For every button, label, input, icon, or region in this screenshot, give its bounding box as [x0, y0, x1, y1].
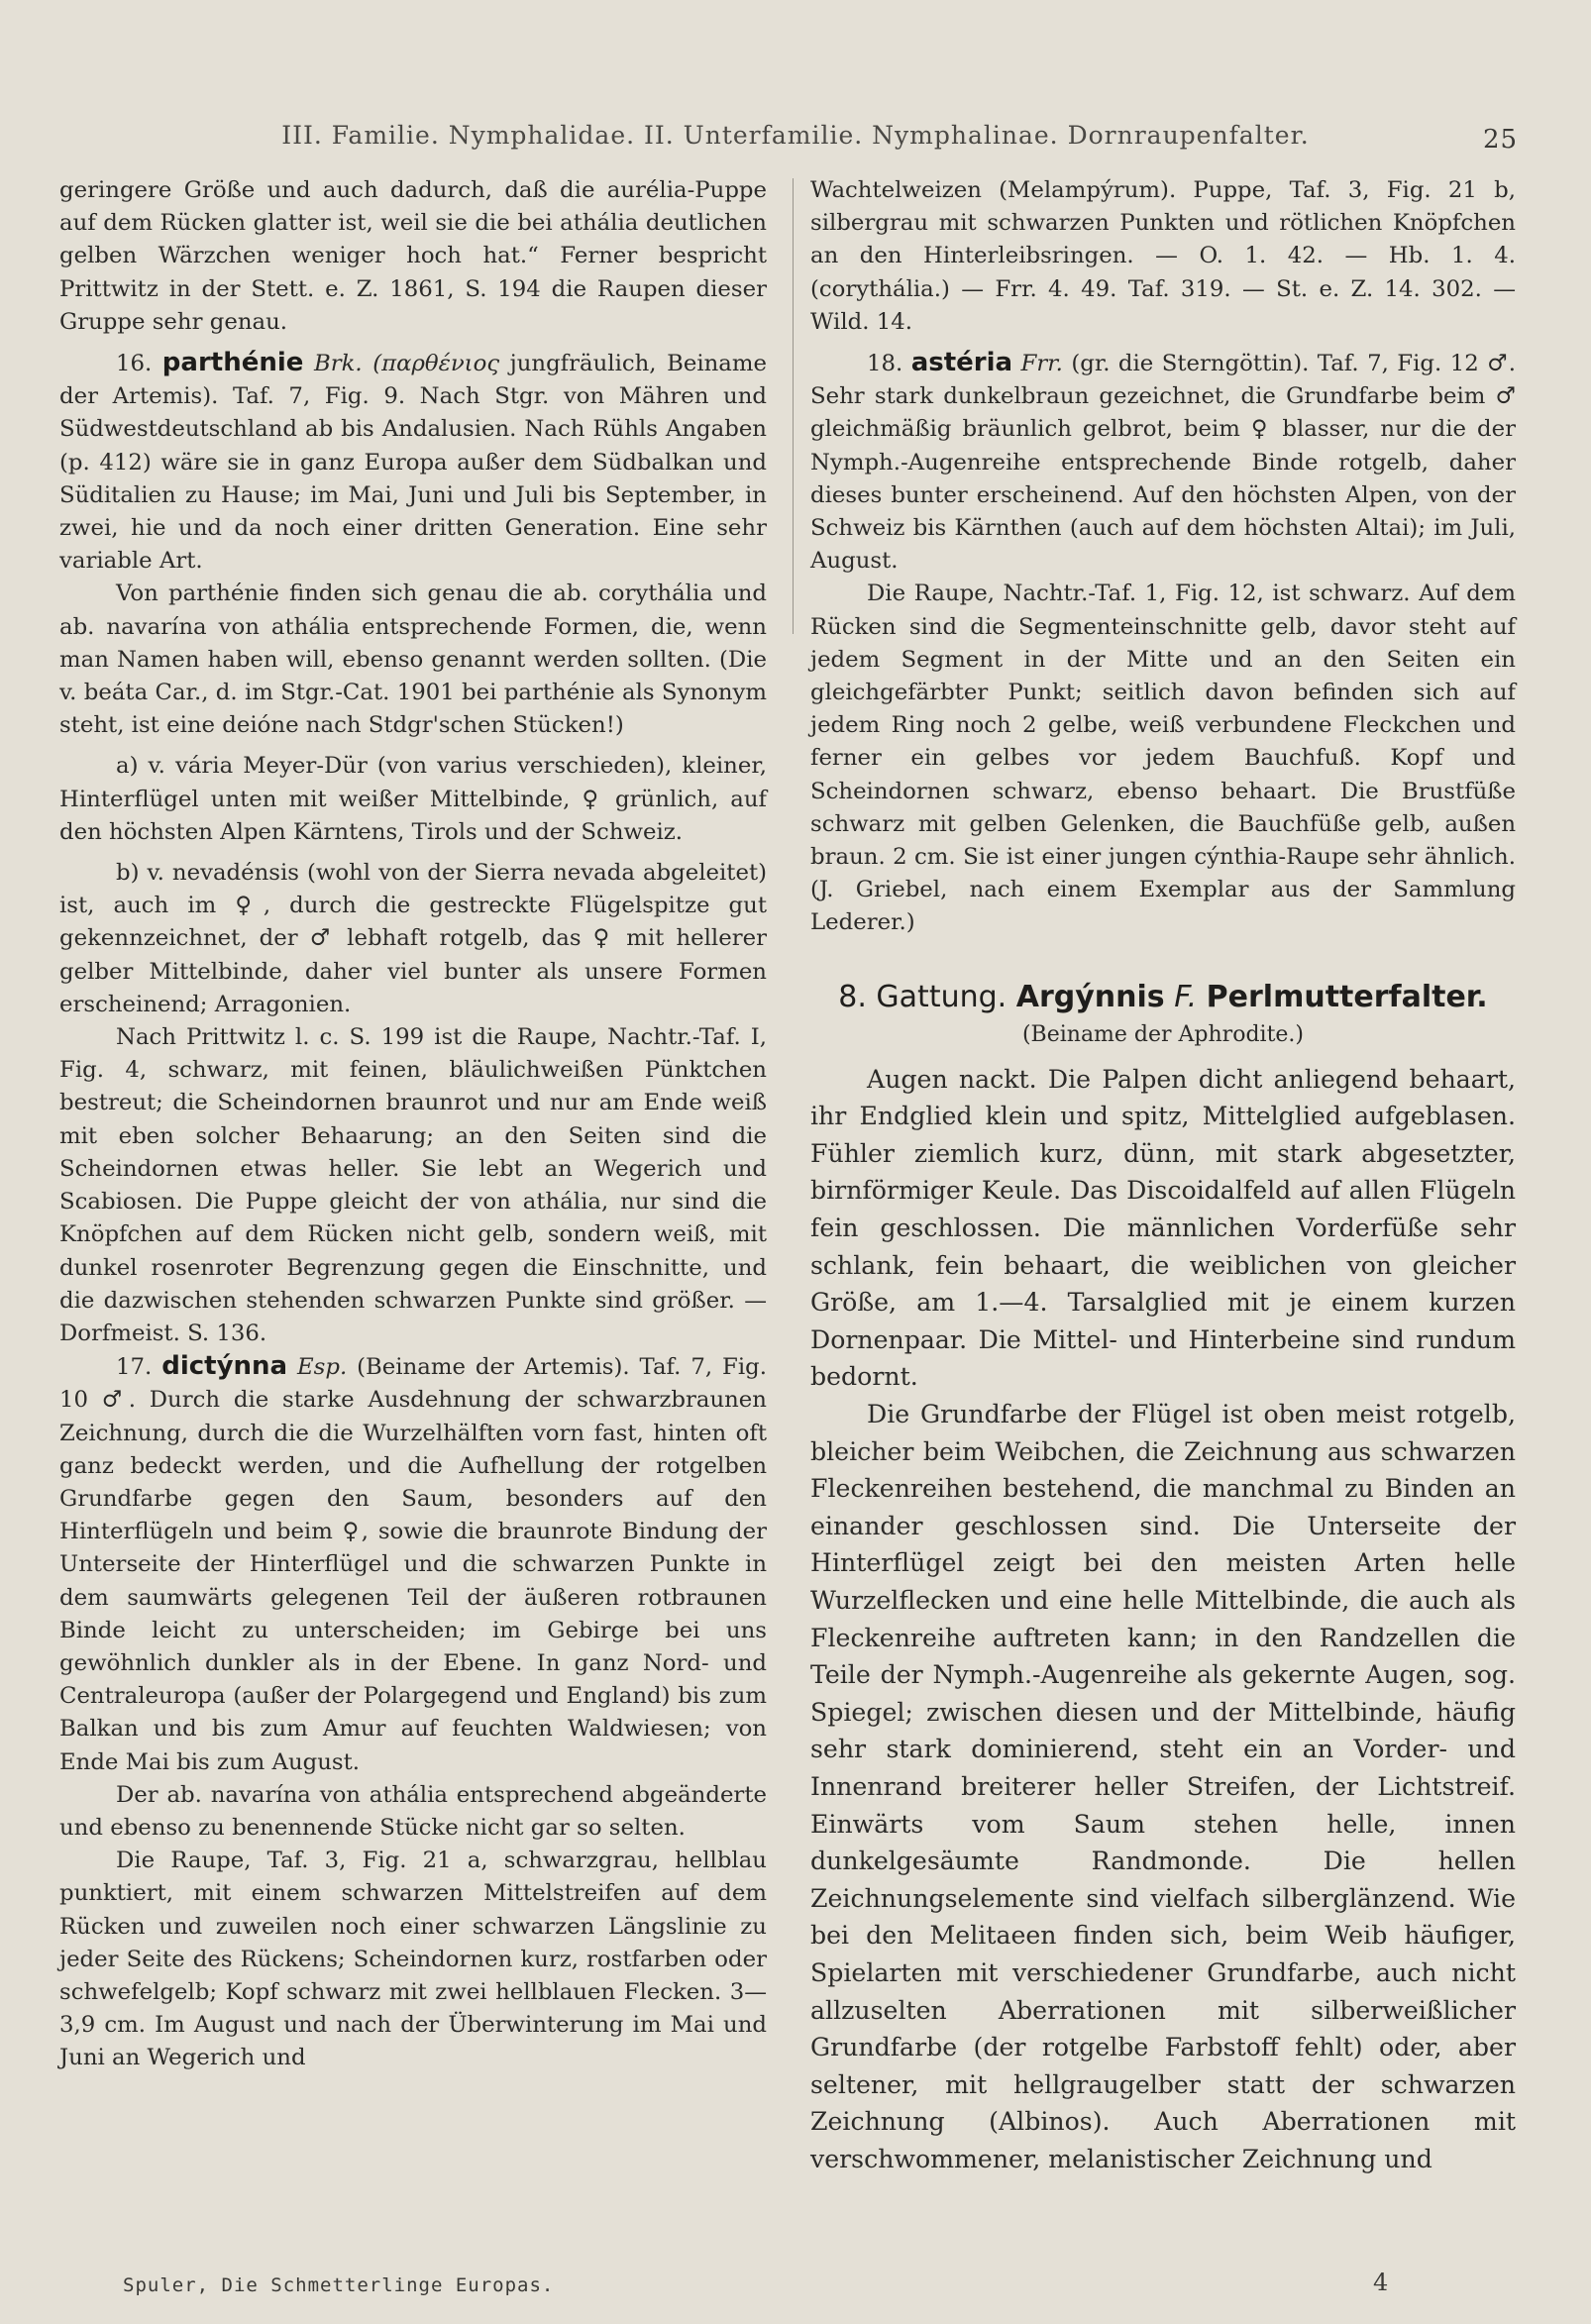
- paragraph: Der ab. navarína von athália entsprechend abgeänderte und ebenso zu benennende Stücke nicht gar so selten.: [59, 1781, 767, 1841]
- paragraph: Nach Prittwitz l. c. S. 199 ist die Raupe, Nachtr.-Taf. I, Fig. 4, schwarz, mit feinen, bläulichweißen Pünktchen bestreut; die Scheindornen braunrot und nur am Ende weiß mit eben solcher Behaarung; an den Seiten sind die Scheindornen etwas heller. Sie lebt an Wegerich und Scabiosen. Die Puppe gleicht der von athália, nur sind die Knöpfchen auf dem Rücken nicht gelb, sondern weiß, mit dunkel rosenroter Begrenzung gegen die Einschnitte, und die dazwischen stehenden schwarzen Punkte sind größer. — Dorfmeist. S. 136.: [59, 1024, 767, 1346]
- right-column: [810, 174, 1516, 2177]
- species-text: (Beiname der Artemis). Taf. 7, Fig. 10 ♂. Durch die starke Ausdehnung der schwarzbraunen Zeichnung, durch die die Wurzelhälften vorn fast, hinten oft ganz bedeckt werden, und die Aufhellung der rotgelben Grundfarbe gegen den Saum, besonders auf den Hinterflügeln und beim ♀, sowie die braunrote Bindung der Unterseite der Hinterflügel und die schwarzen Punkte in dem saumwärts gelegenen Teil der äußeren rotbraunen Binde leicht zu unterscheiden; im Gebirge bei uns gewöhnlich dunkler als in der Ebene. In ganz Nord- und Centraleuropa (außer der Polargegend und England) bis zum Balkan und bis zum Amur auf feuchten Waldwiesen; von Ende Mai bis zum August.: [59, 1354, 767, 1775]
- paragraph: geringere Größe und auch dadurch, daß die aurélia-Puppe auf dem Rücken glatter ist, weil sie die bei athália deutlichen gelben Wärzchen weniger hoch hat.“ Ferner bespricht Prittwitz in der Stett. e. Z. 1861, S. 194 die Raupen dieser Gruppe sehr genau.: [59, 177, 767, 335]
- signature-mark: 4: [1373, 2269, 1389, 2296]
- running-header: [0, 121, 1591, 160]
- greek-etymology: (παρθένιος: [372, 351, 500, 377]
- variety-b: b) v. nevadénsis (wohl von der Sierra nevada abgeleitet) ist, auch im ♀, durch die gestreckte Flügelspitze gut gekennzeichnet, der ♂ lebhaft rotgelb, das ♀ mit hellerer gelber Mittelbinde, daher viel bunter als unsere Formen erscheinend; Arragonien.: [59, 860, 767, 1017]
- genus-prefix: 8. Gattung.: [838, 979, 1008, 1014]
- footer-book-title: Spuler, Die Schmetterlinge Europas.: [123, 2274, 555, 2296]
- genus-subtitle: (Beiname der Aphrodite.): [1021, 1021, 1305, 1047]
- paragraph: Augen nackt. Die Palpen dicht anliegend behaart, ihr Endglied klein und spitz, Mittelglied aufgeblasen. Fühler ziemlich kurz, dünn, mit stark abgesetzter, birnförmiger Keule. Das Discoidalfeld auf allen Flügeln fein geschlossen. Die männlichen Vorderfüße sehr schlank, fein behaart, die weiblichen von gleicher Größe, am 1.—4. Tarsalglied mit je einem kurzen Dornenpaar. Die Mittel- und Hinterbeine sind rundum bedornt.: [810, 1064, 1516, 1392]
- header-title: III. Familie. Nymphalidae. II. Unterfamilie. Nymphalinae. Dornraupenfalter.: [281, 121, 1310, 150]
- species-number: 18.: [867, 351, 903, 377]
- species-17: [59, 1350, 767, 1779]
- paragraph: Die Raupe, Taf. 3, Fig. 21 a, schwarzgrau, hellblau punktiert, mit einem schwarzen Mittelstreifen auf dem Rücken und zuweilen noch einer schwarzen Längslinie zu jeder Seite des Rückens; Scheindornen kurz, rostfarben oder schwefelgelb; Kopf schwarz mit zwei hellblauen Flecken. 3—3,9 cm. Im August und nach der Überwinterung im Mai und Juni an Wegerich und: [59, 1848, 767, 2071]
- paragraph: Die Grundfarbe der Flügel ist oben meist rotgelb, bleicher beim Weibchen, die Zeichnung aus schwarzen Fleckenreihen bestehend, die manchmal zu Binden an einander geschlossen sind. Die Unterseite der Hinterflügel zeigt bei den meisten Arten helle Wurzelflecken und eine helle Mittelbinde, die auch als Fleckenreihe auftreten kann; in den Randzellen die Teile der Nymph.-Augenreihe als gekernte Augen, sog. Spiegel; zwischen diesen und der Mittelbinde, häufig sehr stark dominierend, steht ein an Vorder- und Innenrand breiterer heller Streifen, der Lichtstreif. Einwärts vom Saum stehen helle, innen dunkelgesäumte Randmonde. Die hellen Zeichnungselemente sind vielfach silberglänzend. Wie bei den Melitaeen finden sich, beim Weib häufiger, Spielarten mit verschiedener Grundfarbe, auch nicht allzuselten Aberrationen mit silberweißlicher Grundfarbe (der rotgelbe Farbstoff fehlt) oder, aber seltener, mit hellgraugelber statt der schwarzen Zeichnung (Albinos). Auch Aberrationen mit verschwommener, melanistischer Zeichnung und: [810, 1400, 1516, 2173]
- species-number: 16.: [116, 351, 153, 377]
- genus-name: Argýnnis: [1015, 979, 1165, 1014]
- page-number: 25: [1483, 125, 1519, 155]
- species-text: jungfräulich, Beiname der Artemis). Taf. 7, Fig. 9. Nach Stgr. von Mähren und Südwestdeutschland ab bis Andalusien. Nach Rühls Angaben (p. 412) wäre sie in ganz Europa außer dem Südbalkan und Süditalien zu Hause; im Mai, Juni und Juli bis September, in zwei, hie und da noch einer dritten Generation. Eine sehr variable Art.: [59, 351, 767, 575]
- species-name: parthénie: [161, 348, 304, 378]
- species-name: astéria: [910, 348, 1013, 378]
- paragraph: Wachtelweizen (Melampýrum). Puppe, Taf. 3, Fig. 21 b, silbergrau mit schwarzen Punkten und rötlichen Knöpfchen an den Hinterleibsringen. — O. 1. 42. — Hb. 1. 4. (corythália.) — Frr. 4. 49. Taf. 319. — St. e. Z. 14. 302. — Wild. 14.: [810, 177, 1516, 335]
- column-divider: [793, 178, 794, 634]
- species-author: Frr.: [1020, 351, 1063, 377]
- species-18: [810, 347, 1516, 578]
- species-name: dictýnna: [161, 1351, 288, 1382]
- paragraph: Die Raupe, Nachtr.-Taf. 1, Fig. 12, ist schwarz. Auf dem Rücken sind die Segmenteinschnitte gelb, davor steht auf jedem Segment in der Mitte und an den Seiten ein gleichgefärbter Punkt; seitlich davon befinden sich auf jedem Ring noch 2 gelbe, weiß verbundene Fleckchen und ferner ein gelbes vor jedem Bauchfuß. Kopf und Scheindornen schwarz, ebenso behaart. Die Brustfüße schwarz mit gelben Gelenken, die Bauchfüße gelb, außen braun. 2 cm. Sie ist einer jungen cýnthia-Raupe sehr ähnlich. (J. Griebel, nach einem Exemplar aus der Sammlung Lederer.): [810, 581, 1516, 936]
- variety-a: a) v. vária Meyer-Dür (von varius verschieden), kleiner, Hinterflügel unten mit weißer Mittelbinde, ♀ grünlich, auf den höchsten Alpen Kärntens, Tirols und der Schweiz.: [59, 753, 767, 845]
- left-column: [59, 174, 767, 2075]
- species-author: Esp.: [297, 1354, 348, 1381]
- species-16: [59, 347, 767, 578]
- genus-common-name: Perlmutterfalter.: [1206, 979, 1488, 1014]
- paragraph: Von parthénie finden sich genau die ab. corythália und ab. navarína von athália entsprechende Formen, die, wenn man Namen haben will, ebenso genannt werden sollten. (Die v. beáta Car., d. im Stgr.-Cat. 1901 bei parthénie als Synonym steht, ist eine deióne nach Stdgr'schen Stücken!): [59, 581, 767, 739]
- genus-author: F.: [1174, 979, 1198, 1014]
- species-author: Brk.: [313, 351, 363, 377]
- genus-heading: [810, 978, 1516, 1017]
- species-number: 17.: [116, 1354, 153, 1381]
- species-text: (gr. die Sterngöttin). Taf. 7, Fig. 12 ♂. Sehr stark dunkelbraun gezeichnet, die Grundfarbe beim ♂ gleichmäßig bräunlich gelbrot, beim ♀ blasser, nur die der Nymph.-Augenreihe entsprechende Binde rotgelb, daher dieses bunter erscheinend. Auf den höchsten Alpen, von der Schweiz bis Kärnthen (auch auf dem höchsten Altai); im Juli, August.: [810, 351, 1517, 575]
